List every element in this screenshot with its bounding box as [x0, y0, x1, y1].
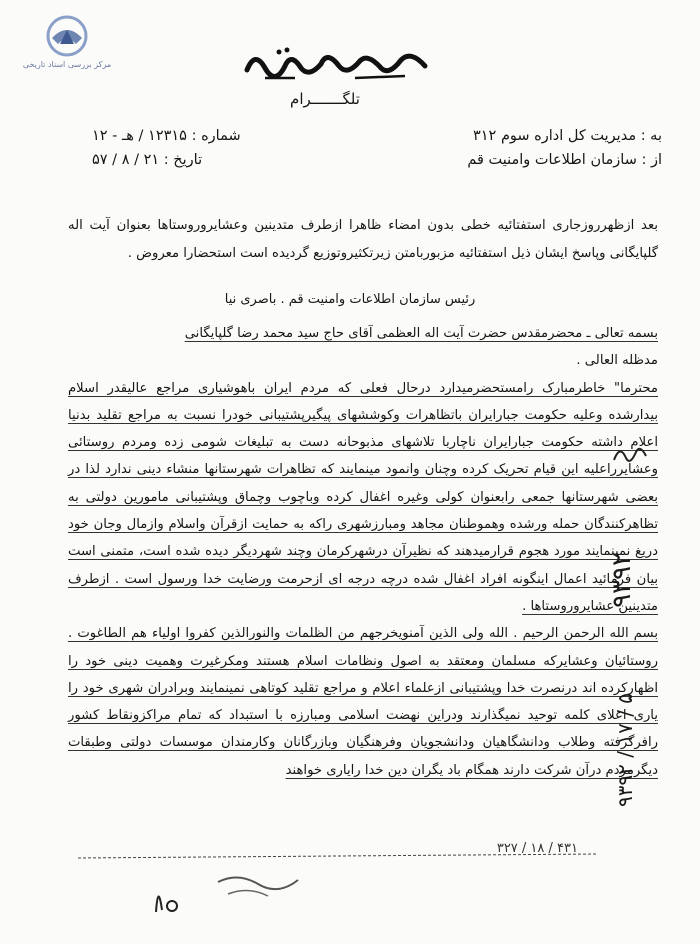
letter-salutation: بسمه تعالی ـ محضرمقدس حضرت آیت اله العظمی آقای حاج سید محمد رضا گلپایگانی — [184, 326, 658, 341]
document-type: تلگـــــــرام — [290, 90, 360, 108]
handwritten-signature-icon — [148, 862, 328, 922]
signature-line: رئیس سازمان اطلاعات وامنیت قم . باصری نیا — [224, 292, 476, 307]
margin-scribble-icon — [610, 440, 650, 470]
stamp-number: ۳۲۷ / ۱۸ / ۴۳۱ — [496, 841, 578, 856]
margin-number-note — [610, 510, 650, 650]
archive-logo — [22, 14, 112, 84]
intro-paragraph: بعد ازظهرروزجاری استفتائیه خطی بدون امضاء ظاهرا ازطرف متدینین وعشایروروستاها بعنوان آیت اله گلپایگانی وپاسخ ایشان ذیل استفتائیه مزبوربامتن زیرتکثیروتوزیع گردیده است استحضارا معروض . — [68, 218, 658, 261]
letter-body — [68, 320, 658, 784]
document-date: تاریخ : ۲۱ / ۸ / ۵۷ — [92, 152, 203, 168]
letter-salutation-2: مدظله العالی . — [576, 353, 658, 369]
document-number: شماره : ۱۲۳۱۵ / هـ - ۱۲ — [92, 128, 241, 144]
archive-caption: مرکز بررسی اسناد تاریخی — [22, 60, 112, 69]
margin-date-note — [610, 650, 654, 850]
archive-emblem-icon — [42, 14, 92, 58]
margin-note-1: ۹۳۹۲ — [610, 552, 637, 608]
classification-title — [235, 40, 445, 86]
sender: از : سازمان اطلاعات وامنیت قم — [467, 152, 662, 168]
recipient: به : مدیریت کل اداره سوم ۳۱۲ — [472, 128, 662, 144]
margin-note-2: ۹۳۹۲ / ۱۷ / ۵ — [613, 692, 637, 808]
letter-question-paragraph: محترما" خاطرمبارک رامستحضرمیدارد درحال فعلی که مردم ایران باهوشیاری مراجع عالیقدر اسلام بیدارشده وعلیه حکومت جبارایران باتظاهرات وکوششهای پیگیرپشتیبانی خودرا نسبت به مراجع تقلید بدنیا اعلام داشته حکومت جبارایران ناچاربا تلاشهای مذبوحانه دست به تبلیغات شومی زده ومردم روستائی وعشایرراعلیه این قیام تحریک کرده وچنان وانمود مینمایند که تظاهرات شهرستانها منشاء دینی ندارد لذا در بعضی شهرستانها جمعی رابعنوان کولی وغیره اغفال کرده وباچوب وچماق وپشتیبانی مامورین دولتی به تظاهرکنندگان حمله ورشده وهموطنان مجاهد ومبارزشهری راکه به حمایت ازقرآن واسلام وازمال وجان خود دریغ نمینمایند مورد هجوم قرارمیدهند که نظیرآن درشهرکرمان وچند شهردیگر دیده شده است، متمنی است بیان فرمائید اعمال اینگونه افراد اغفال شده درچه درجه ای ازحرمت ورضایت خدا ورسول است . ازطرف متدینین عشایروروستاها . — [68, 380, 658, 614]
letter-answer-paragraph: بسم الله الرحمن الرحیم . الله ولی الذین آمنویخرجهم من الظلمات والنورالذین کفروا اولیاء هم الطاغوت . روستائیان وعشایرکه مسلمان ومعتقد به اصول ونظامات اسلام هستند ومکرغیرت وهمیت دینی خود را اظهارکرده اند درنصرت خدا وپشتیبانی ازعلماء اعلام و مراجع تقلید کوتاهی نمینمایند وبرادران شهری خود را یاری اعلای کلمه توحید نمیگذارند ودراین نهضت اسلامی ومبارزه با استبداد که تمام مراکزونقاط کشور رافرگرفته وطلاب ودانشگاهیان ودانشجویان وفرهنگیان وبازرگانان وکارمندان موسسات دولتی وطبقات دیگرمردم درآن شرکت دارند همگام باد یگران دین خدا رایاری خواهند — [68, 626, 658, 778]
